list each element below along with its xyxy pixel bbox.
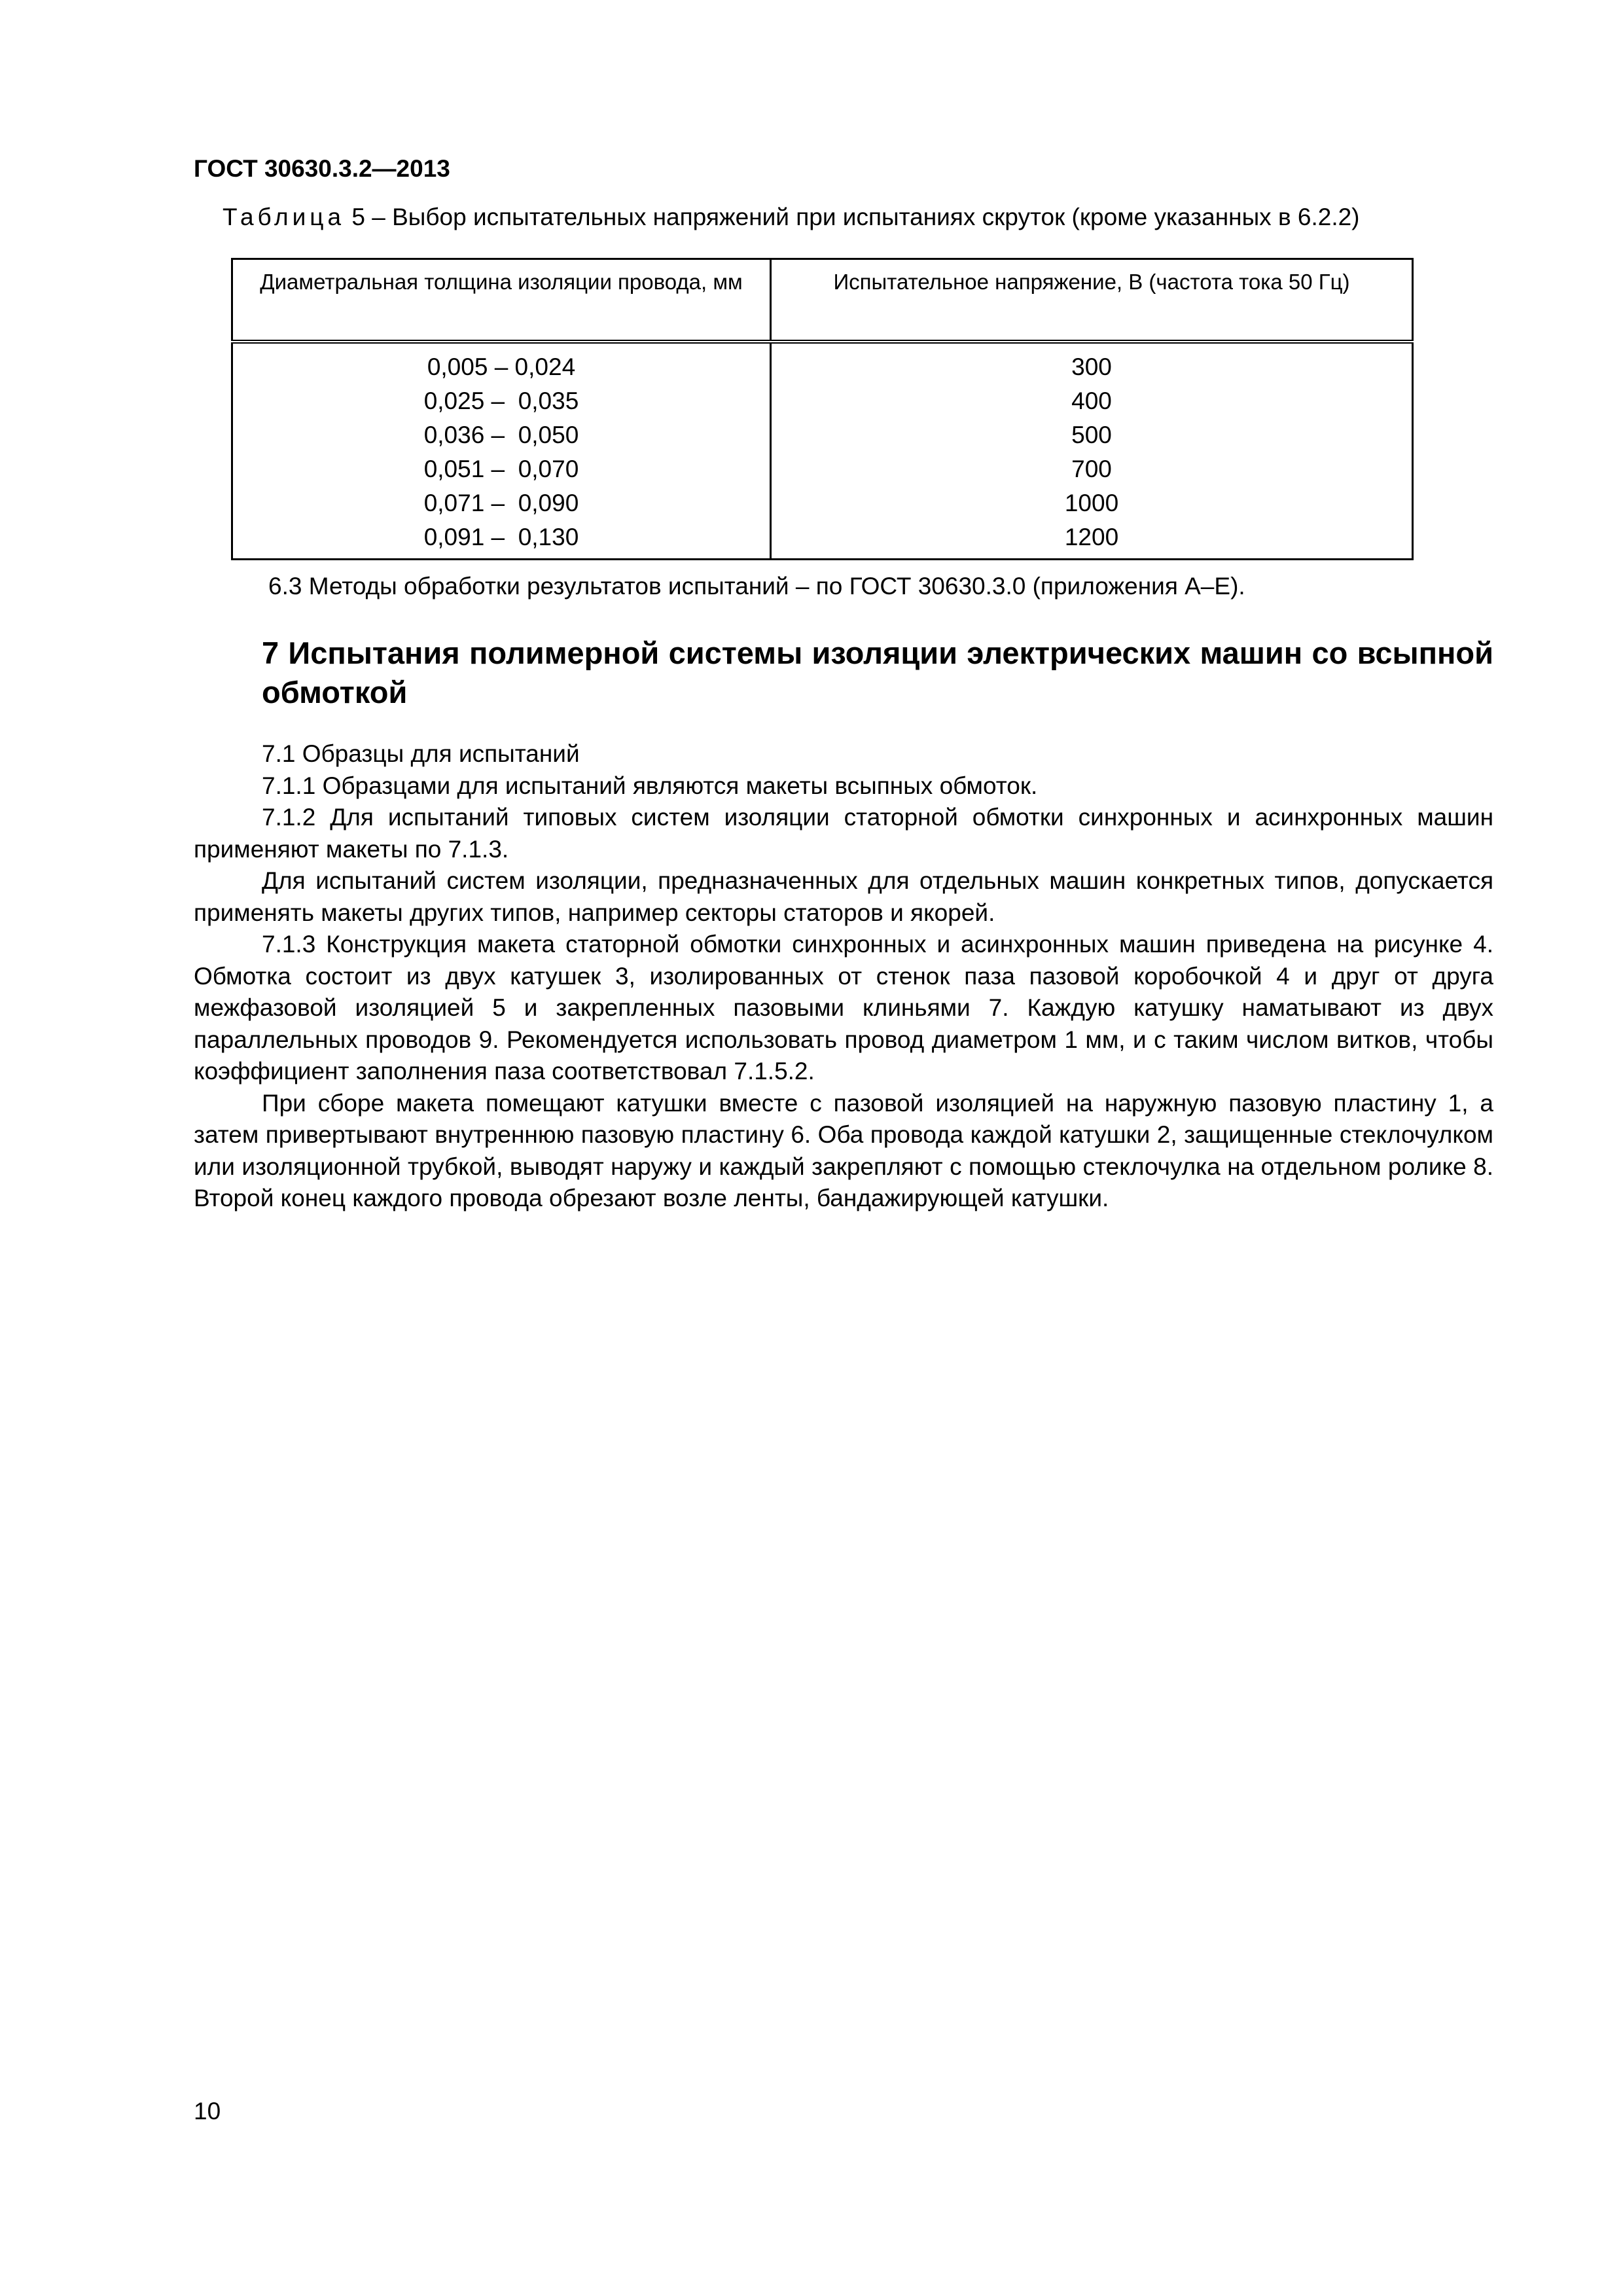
voltage-cell: 300 bbox=[771, 342, 1413, 384]
table-row bbox=[232, 520, 1413, 560]
paragraph: 7.1 Образцы для испытаний bbox=[262, 740, 580, 767]
table-row bbox=[232, 384, 1413, 418]
thickness-cell: 0,091 – 0,130 bbox=[232, 520, 771, 560]
column-header-voltage: Испытательное напряжение, В (частота тока 50 Гц) bbox=[771, 259, 1413, 342]
voltage-cell: 400 bbox=[771, 384, 1413, 418]
table-caption-text: 5 – Выбор испытательных напряжений при испытаниях скруток (кроме указанных в 6.2.2) bbox=[345, 204, 1360, 230]
page-number: 10 bbox=[194, 2098, 221, 2125]
thickness-cell: 0,051 – 0,070 bbox=[232, 452, 771, 486]
voltage-cell: 700 bbox=[771, 452, 1413, 486]
voltage-table bbox=[231, 258, 1414, 560]
voltage-cell: 1000 bbox=[771, 486, 1413, 520]
thickness-cell: 0,005 – 0,024 bbox=[232, 342, 771, 384]
paragraph: При сборе макета помещают катушки вместе с пазовой изоляцией на наружную пазовую пластину 1, а затем привертывают внутреннюю пазовую пластину 6. Оба провода каждой катушки 2, защищенные стеклочулком или изоляционной трубкой, выводят наружу и каждый закрепляют с помощью стеклочулка на отдельном ролике 8. Второй конец каждого провода обрезают возле ленты, бандажирующей катушки. bbox=[194, 1089, 1493, 1211]
voltage-cell: 500 bbox=[771, 418, 1413, 452]
column-header-thickness: Диаметральная толщина изоляции провода, мм bbox=[232, 259, 771, 342]
table-row bbox=[232, 486, 1413, 520]
voltage-cell: 1200 bbox=[771, 520, 1413, 560]
section-7-body bbox=[194, 738, 1493, 1215]
paragraph: 7.1.2 Для испытаний типовых систем изоляции статорной обмотки синхронных и асинхронных машин применяют макеты по 7.1.3. bbox=[194, 804, 1493, 863]
paragraph: 7.1.1 Образцами для испытаний являются макеты всыпных обмоток. bbox=[262, 772, 1038, 799]
thickness-cell: 0,036 – 0,050 bbox=[232, 418, 771, 452]
table-caption bbox=[223, 203, 1453, 232]
table-row bbox=[232, 452, 1413, 486]
section-7-title: 7 Испытания полимерной системы изоляции электрических машин со всыпной обмоткой bbox=[262, 636, 1493, 709]
paragraph: Для испытаний систем изоляции, предназначенных для отдельных машин конкретных типов, допускается применять макеты других типов, например секторы статоров и якорей. bbox=[194, 867, 1493, 926]
thickness-cell: 0,071 – 0,090 bbox=[232, 486, 771, 520]
thickness-cell: 0,025 – 0,035 bbox=[232, 384, 771, 418]
table-caption-prefix: Таблица bbox=[223, 204, 346, 230]
table-row bbox=[232, 342, 1413, 384]
paragraph-6-3: 6.3 Методы обработки результатов испытаний – по ГОСТ 30630.3.0 (приложения А–Е). bbox=[268, 573, 1245, 600]
document-code: ГОСТ 30630.3.2—2013 bbox=[194, 155, 450, 182]
table-header-row bbox=[232, 259, 1413, 342]
paragraph: 7.1.3 Конструкция макета статорной обмотки синхронных и асинхронных машин приведена на рисунке 4. Обмотка состоит из двух катушек 3, изолированных от стенок паза пазовой коробочкой 4 и друг от друга межфазовой изоляцией 5 и закрепленных пазовыми клиньями 7. Каждую катушку наматывают из двух параллельных проводов 9. Рекомендуется использовать провод диаметром 1 мм, и с таким числом витков, чтобы коэффициент заполнения паза соответствовал 7.1.5.2. bbox=[194, 931, 1493, 1085]
table-row bbox=[232, 418, 1413, 452]
